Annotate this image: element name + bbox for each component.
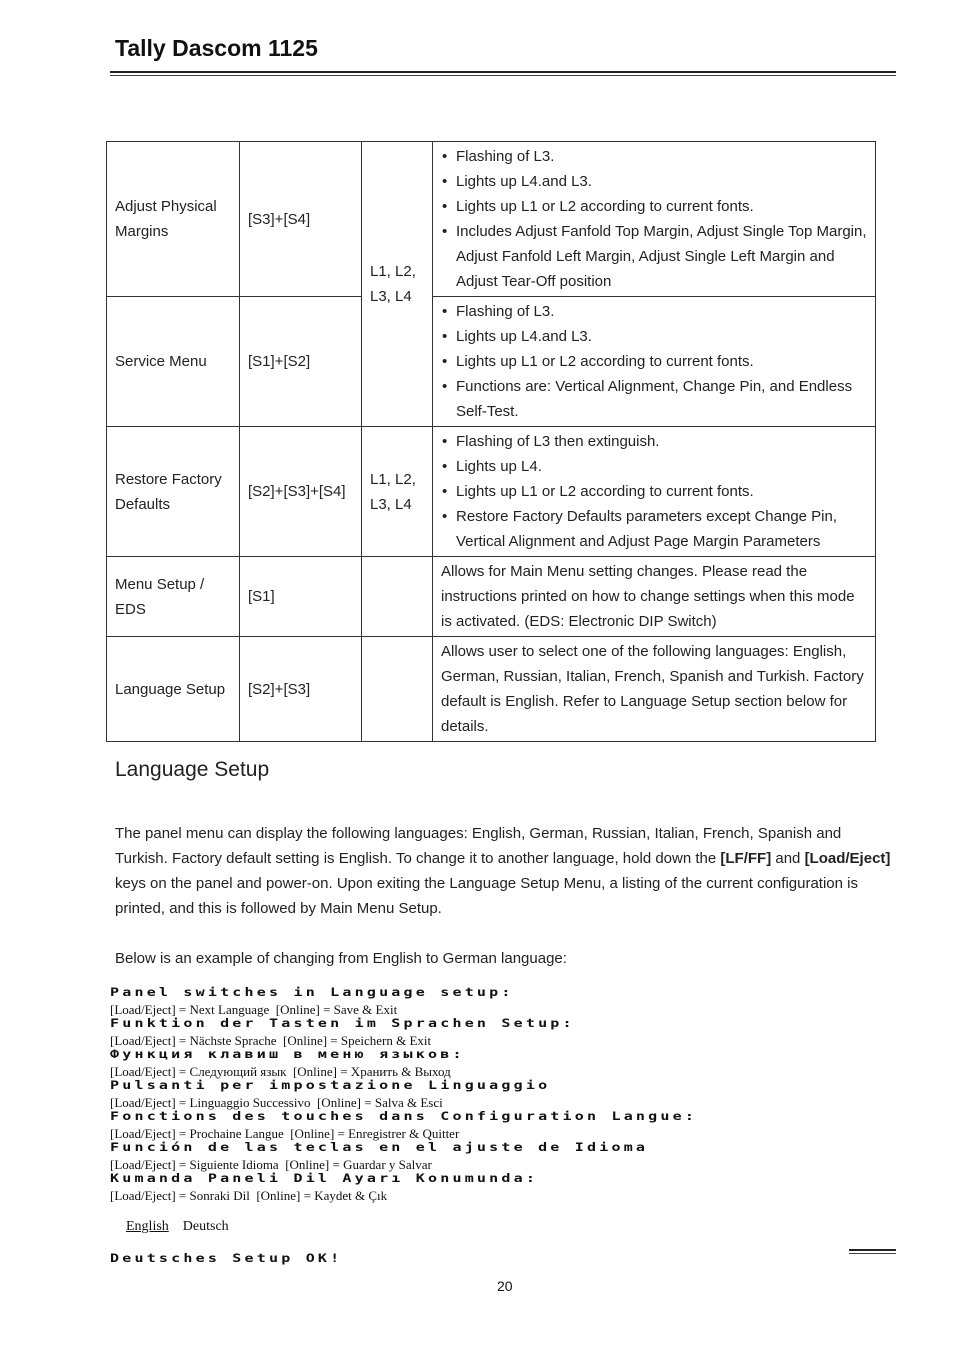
list-item: • Flashing of L3. — [441, 144, 868, 169]
description-list — [441, 144, 868, 294]
list-item: • Lights up L1 or L2 according to current fonts. — [441, 349, 868, 374]
printout-line: [Load/Eject] = Linguaggio Successivo [Online] = Salva & Esci — [110, 1095, 443, 1110]
description-cell — [433, 297, 876, 427]
setup-confirmation: Deutsches Setup OK! — [110, 1251, 343, 1266]
list-item: • Includes Adjust Fanfold Top Margin, Adjust Single Top Margin, Adjust Fanfold Left Margin, Adjust Single Left Margin and Adjust Tear-Off position — [441, 219, 868, 294]
list-item: • Lights up L4.and L3. — [441, 324, 868, 349]
panel-functions-table — [106, 141, 876, 742]
key-combo-cell: [S3]+[S4] — [240, 142, 362, 297]
list-item: • Lights up L1 or L2 according to current fonts. — [441, 479, 868, 504]
printout-line: [Load/Eject] = Prochaine Langue [Online] = Enregistrer & Quitter — [110, 1126, 460, 1141]
printout-heading-line: Pulsanti per impostazione Linguaggio — [110, 1078, 551, 1093]
function-name-cell: Menu Setup / EDS — [107, 557, 240, 637]
list-item: • Functions are: Vertical Alignment, Change Pin, and Endless Self-Test. — [441, 374, 868, 424]
printout-heading-line: Функция клавиш в меню языков: — [110, 1047, 465, 1062]
printout-line: [Load/Eject] = Следующий язык [Online] = Хранить & Выход — [110, 1064, 451, 1079]
description-cell — [433, 142, 876, 297]
description-cell: Allows for Main Menu setting changes. Please read the instructions printed on how to change settings when this mode is activated. (EDS: Electronic DIP Switch) — [433, 557, 876, 637]
paragraph-text: and — [771, 850, 805, 867]
list-item: • Lights up L1 or L2 according to current fonts. — [441, 194, 868, 219]
printout-sample — [110, 986, 890, 1203]
led-cell: L1, L2, L3, L4 — [362, 427, 433, 557]
description-cell: Allows user to select one of the following languages: English, German, Russian, Italian, French, Spanish and Turkish. Factory default is English. Refer to Language Setup section below for details. — [433, 637, 876, 742]
footer-rule-thick — [849, 1249, 896, 1251]
key-combo-cell: [S2]+[S3] — [240, 637, 362, 742]
intro-paragraph — [115, 821, 895, 921]
printout-heading-line: Kumanda Paneli Dil Ayarı Konumunda: — [110, 1171, 539, 1186]
printout-heading-line: Función de las teclas en el ajuste de Idioma — [110, 1140, 649, 1155]
header-rule-thick — [110, 71, 896, 73]
list-item: • Flashing of L3. — [441, 299, 868, 324]
function-name-cell: Service Menu — [107, 297, 240, 427]
printout-line: [Load/Eject] = Sonraki Dil [Online] = Kaydet & Çık — [110, 1188, 388, 1203]
key-combo-cell: [S1] — [240, 557, 362, 637]
table-row — [107, 427, 876, 557]
printout-heading-line: Panel switches in Language setup: — [110, 985, 514, 1000]
led-cell — [362, 557, 433, 637]
other-language: Deutsch — [182, 1219, 229, 1234]
printout-line: [Load/Eject] = Next Language [Online] = Save & Exit — [110, 1002, 398, 1017]
printout-line: [Load/Eject] = Siguiente Idioma [Online] = Guardar y Salvar — [110, 1157, 432, 1172]
table-row — [107, 557, 876, 637]
description-list — [441, 299, 868, 424]
paragraph-text: keys on the panel and power-on. Upon exiting the Language Setup Menu, a listing of the current configuration is printed, and this is followed by Main Menu Setup. — [115, 875, 858, 917]
function-name-cell: Adjust Physical Margins — [107, 142, 240, 297]
selected-language: English — [126, 1219, 169, 1234]
section-heading: Language Setup — [115, 758, 270, 781]
printout-heading-line: Fonctions des touches dans Configuration Langue: — [110, 1109, 698, 1124]
led-cell — [362, 637, 433, 742]
function-name-cell: Restore Factory Defaults — [107, 427, 240, 557]
description-list — [441, 429, 868, 554]
list-item: • Flashing of L3 then extinguish. — [441, 429, 868, 454]
led-cell: L1, L2, L3, L4 — [362, 142, 433, 427]
key-combo-cell: [S2]+[S3]+[S4] — [240, 427, 362, 557]
table-row — [107, 297, 876, 427]
key-load-eject: [Load/Eject] — [804, 850, 891, 867]
list-item: • Lights up L4.and L3. — [441, 169, 868, 194]
list-item: • Lights up L4. — [441, 454, 868, 479]
table-row — [107, 142, 876, 297]
description-cell — [433, 427, 876, 557]
footer-rule-thin — [849, 1253, 896, 1254]
paragraph-text: The panel menu can display the following languages: English, German, Russian, Italian, French, Spanish and Turkish. Factory default setting is English. To change it to another language, hold down the — [115, 825, 842, 867]
language-selection — [126, 1219, 229, 1235]
function-name-cell: Language Setup — [107, 637, 240, 742]
printout-line: [Load/Eject] = Nächste Sprache [Online] = Speichern & Exit — [110, 1033, 432, 1048]
table-row — [107, 637, 876, 742]
key-lf-ff: [LF/FF] — [720, 850, 772, 867]
page-number: 20 — [497, 1278, 513, 1294]
document-title: Tally Dascom 1125 — [115, 35, 318, 61]
list-item: • Restore Factory Defaults parameters except Change Pin, Vertical Alignment and Adjust Page Margin Parameters — [441, 504, 868, 554]
printout-heading-line: Funktion der Tasten im Sprachen Setup: — [110, 1016, 575, 1031]
example-intro: Below is an example of changing from English to German language: — [115, 950, 567, 967]
header-rule-thin — [110, 75, 896, 76]
key-combo-cell: [S1]+[S2] — [240, 297, 362, 427]
